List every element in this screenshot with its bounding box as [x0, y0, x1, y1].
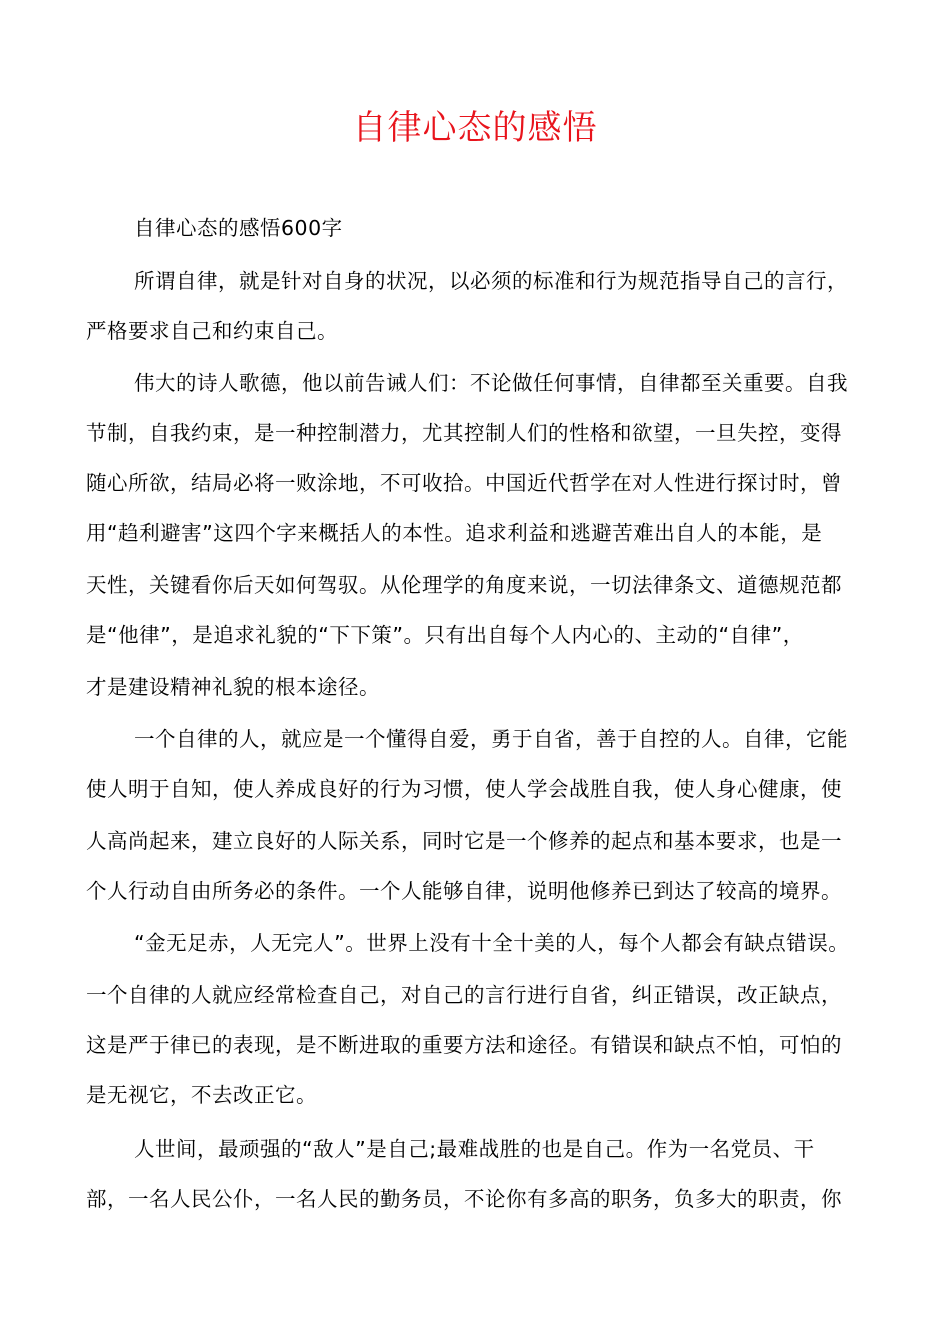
- paragraph-line: 个人行动自由所务必的条件。一个人能够自律，说明他修养已到达了较高的境界。: [86, 879, 842, 903]
- document-subtitle: 自律心态的感悟600字: [134, 216, 343, 240]
- paragraph-line: 节制，自我约束，是一种控制潜力，尤其控制人们的性格和欲望，一旦失控，变得: [86, 421, 842, 445]
- paragraph-line: 是无视它，不去改正它。: [86, 1083, 317, 1107]
- paragraph-line: 部，一名人民公仆，一名人民的勤务员，不论你有多高的职务，负多大的职责，你: [86, 1187, 842, 1211]
- paragraph-line: 人世间，最顽强的“敌人”是自己;最难战胜的也是自己。作为一名党员、干: [134, 1137, 815, 1161]
- paragraph-line: 使人明于自知，使人养成良好的行为习惯，使人学会战胜自我，使人身心健康，使: [86, 777, 842, 801]
- document-title: 自律心态的感悟: [352, 108, 598, 148]
- paragraph-line: 严格要求自己和约束自己。: [86, 319, 338, 343]
- paragraph-line: 一个自律的人，就应是一个懂得自爱，勇于自省，善于自控的人。自律，它能: [134, 727, 848, 751]
- paragraph-line: 随心所欲，结局必将一败涂地，不可收拾。中国近代哲学在对人性进行探讨时，曾: [86, 471, 842, 495]
- paragraph-line: 所谓自律，就是针对自身的状况，以必须的标准和行为规范指导自己的言行，: [134, 269, 848, 293]
- paragraph-line: 一个自律的人就应经常检查自己，对自己的言行进行自省，纠正错误，改正缺点，: [86, 983, 842, 1007]
- paragraph-line: 伟大的诗人歌德，他以前告诫人们：不论做任何事情，自律都至关重要。自我: [134, 371, 848, 395]
- paragraph-line: 这是严于律已的表现，是不断进取的重要方法和途径。有错误和缺点不怕，可怕的: [86, 1033, 842, 1057]
- paragraph-line: 才是建设精神礼貌的根本途径。: [86, 675, 380, 699]
- paragraph-line: 用“趋利避害”这四个字来概括人的本性。追求利益和逃避苦难出自人的本能，是: [86, 521, 823, 545]
- paragraph-line: 人高尚起来，建立良好的人际关系，同时它是一个修养的起点和基本要求，也是一: [86, 829, 842, 853]
- paragraph-line: 天性，关键看你后天如何驾驭。从伦理学的角度来说，一切法律条文、道德规范都: [86, 573, 842, 597]
- paragraph-line: 是“他律”，是追求礼貌的“下下策”。只有出自每个人内心的、主动的“自律”，: [86, 623, 804, 647]
- paragraph-line: “金无足赤，人无完人”。世界上没有十全十美的人，每个人都会有缺点错误。: [134, 931, 850, 955]
